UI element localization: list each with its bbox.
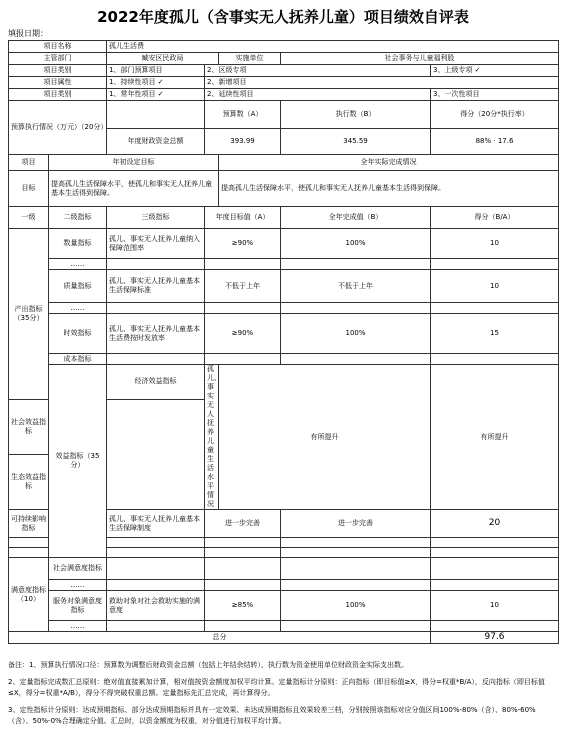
social-actual: 有所提升 <box>431 365 559 510</box>
social-label: 社会效益指标 <box>9 399 49 454</box>
header-score: 得分（B/A） <box>431 207 559 229</box>
evaluation-table <box>8 40 559 644</box>
effect-label: 效益指标（35分） <box>49 365 107 558</box>
row-attribute <box>9 77 559 89</box>
total-label: 总分 <box>9 632 431 644</box>
row-satisfaction-social <box>9 558 559 580</box>
row-output-dots-1 <box>9 259 559 270</box>
sust-label: 可持续影响指标 <box>9 510 49 538</box>
row-goal-header <box>9 155 559 171</box>
quality-label: 质量指标 <box>49 270 107 303</box>
row-output-cost <box>9 354 559 365</box>
category2-label: 项目类别 <box>9 89 107 101</box>
budget-header-score: 得分（20分*执行率） <box>431 101 559 129</box>
econ-label: 经济效益指标 <box>107 365 205 400</box>
row-total <box>9 632 559 644</box>
form-title: 2022年度孤儿（含事实无人抚养儿童）项目绩效自评表 <box>97 8 469 26</box>
notes <box>8 660 560 733</box>
time-actual: 100% <box>281 314 431 354</box>
row-output-dots-2 <box>9 303 559 314</box>
budget-header-exec: 执行数（B） <box>281 101 431 129</box>
sust-actual: 进一步完善 <box>281 510 431 538</box>
row-budget-header <box>9 101 559 129</box>
row-satisfaction-service <box>9 591 559 621</box>
impl-value: 社会事务与儿童福利股 <box>281 53 559 65</box>
header-level-2: 二级指标 <box>49 207 107 229</box>
qty-desc: 孤儿、事实无人抚养儿童纳入保障范围率 <box>107 229 205 259</box>
budget-sub-label: 年度财政资金总额 <box>107 129 205 155</box>
service-target: ≥85% <box>205 591 281 621</box>
social-target: 有所提升 <box>219 365 431 510</box>
budget-score: 17.6 <box>497 137 514 145</box>
service-label: 服务对象满意度指标 <box>49 591 107 621</box>
eco-label: 生态效益指标 <box>9 454 49 509</box>
quality-score: 10 <box>431 270 559 303</box>
row-satisfaction-dots-1 <box>9 580 559 591</box>
row-effect-econ <box>9 365 559 400</box>
budget-header-budget: 预算数（A） <box>205 101 281 129</box>
satisfaction-social-label: 社会满意度指标 <box>49 558 107 580</box>
filler-date-label: 填报日期： <box>8 29 48 38</box>
goal-label: 目标 <box>9 171 49 207</box>
row-indicator-header <box>9 207 559 229</box>
dots-2: …… <box>49 303 107 314</box>
row-output-time <box>9 314 559 354</box>
quality-desc: 孤儿、事实无人抚养儿童基本生活保障标准 <box>107 270 205 303</box>
qty-actual: 100% <box>281 229 431 259</box>
budget-label: 预算执行情况（万元）（20分） <box>9 101 107 155</box>
category-option-3: 3、上级专项 ✓ <box>431 65 559 77</box>
category2-option-1: 1、常年性项目 ✓ <box>107 89 205 101</box>
project-name-label: 项目名称 <box>9 41 107 53</box>
time-target: ≥90% <box>205 314 281 354</box>
goal-header-actual: 全年实际完成情况 <box>219 155 559 171</box>
row-project-name <box>9 41 559 53</box>
dept-label: 主管部门 <box>9 53 107 65</box>
sust-target: 进一步完善 <box>205 510 281 538</box>
dots-4: …… <box>49 621 107 632</box>
dots-1: …… <box>49 259 107 270</box>
note-2: 2、定量指标完成数汇总原则：绝对值直接累加计算，相对值按资金额度加权平均计算。定量指标计分原则：正向指标（即目标值≥X，得分=权重*B/A），反向指标（即目标值≤X，得分=权重*A/B），得分不得突破权重总额。定量指标先汇总完成，再计算得分。 <box>8 678 545 697</box>
total-value: 97.6 <box>431 632 559 644</box>
category-label: 项目类别 <box>9 65 107 77</box>
quality-actual: 不低于上年 <box>281 270 431 303</box>
service-score: 10 <box>431 591 559 621</box>
header-level-1: 一级 <box>9 207 49 229</box>
row-dept <box>9 53 559 65</box>
header-level-3: 三级指标 <box>107 207 205 229</box>
row-output-quality <box>9 270 559 303</box>
goal-plan: 提高孤儿生活保障水平，使孤儿和事实无人抚养儿童基本生活得到保障。 <box>49 171 219 207</box>
attribute-label: 项目属性 <box>9 77 107 89</box>
time-label: 时效指标 <box>49 314 107 354</box>
score-value: 88% · 17.6 <box>431 129 559 155</box>
social-desc: 孤儿、事实无人抚养儿童生活水平情况 <box>205 365 219 510</box>
category-option-1: 1、部门预算项目 <box>107 65 205 77</box>
impl-label: 实施单位 <box>219 53 281 65</box>
exec-value: 345.59 <box>281 129 431 155</box>
project-name-value: 孤儿生活费 <box>107 41 559 53</box>
note-1: 备注：1、预算执行情况口径：预算数为调整后财政资金总额（包括上年结余结转），执行数为资金使用单位财政资金实际支出数。 <box>8 661 408 669</box>
qty-score: 10 <box>431 229 559 259</box>
dots-3: …… <box>49 580 107 591</box>
goal-header-item: 项目 <box>9 155 49 171</box>
header-actual: 全年完成值（B） <box>281 207 431 229</box>
row-output-qty <box>9 229 559 259</box>
category2-option-2: 2、延续性项目 <box>205 89 431 101</box>
budget-value: 393.99 <box>205 129 281 155</box>
row-goal <box>9 171 559 207</box>
service-desc: 救助对象对社会救助实施的满意度 <box>107 591 205 621</box>
header-target: 年度目标值（A） <box>205 207 281 229</box>
row-satisfaction-dots-2 <box>9 621 559 632</box>
output-label: 产出指标（35分） <box>9 229 49 400</box>
goal-actual: 提高孤儿生活保障水平，使孤儿和事实无人抚养儿童基本生活得到保障。 <box>219 171 559 207</box>
goal-header-plan: 年初设定目标 <box>49 155 219 171</box>
quality-target: 不低于上年 <box>205 270 281 303</box>
category-option-2: 2、区级专项 <box>205 65 431 77</box>
sust-score: 20 <box>431 510 559 538</box>
time-score: 15 <box>431 314 559 354</box>
service-actual: 100% <box>281 591 431 621</box>
satisfaction-label: 满意度指标（10） <box>9 558 49 632</box>
category2-option-3: 3、一次性项目 <box>431 89 559 101</box>
attribute-option-2: 2、新增项目 <box>205 77 559 89</box>
qty-target: ≥90% <box>205 229 281 259</box>
sust-desc: 孤儿、事实无人抚养儿童基本生活保障制度 <box>107 510 205 538</box>
dept-value: 臧安区民政局 <box>107 53 219 65</box>
row-category-2 <box>9 89 559 101</box>
row-category-1 <box>9 65 559 77</box>
rate-value: 88% <box>475 137 492 145</box>
time-desc: 孤儿、事实无人抚养儿童基本生活费按时发放率 <box>107 314 205 354</box>
qty-label: 数量指标 <box>49 229 107 259</box>
attribute-option-1: 1、持续性项目 ✓ <box>107 77 205 89</box>
cost-label: 成本指标 <box>49 354 107 365</box>
note-3: 3、定性指标计分原则：达成预期指标、部分达成预期指标并具有一定效果、未达成预期指标且效果较差三档，分别按照该指标对应分值区间100%-80%（含）、80%-60%（含）、50%-0%合理确定分值。汇总时，以资金额度为权重，对分值进行加权平均计算。 <box>8 706 536 725</box>
